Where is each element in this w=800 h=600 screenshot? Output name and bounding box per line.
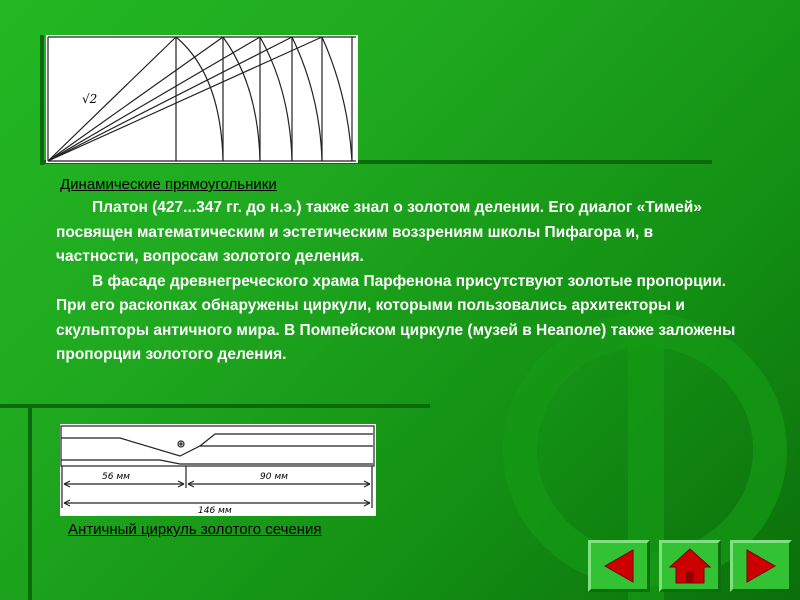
left-arrow-icon — [591, 543, 647, 589]
house-icon — [662, 543, 718, 589]
paragraph-parthenon: В фасаде древнегреческого храма Парфенона присутствуют золотые пропорции. При его раскопках обнаружены циркули, которыми пользовались архитекторы и скульпторы античного мира. В Помпейском циркуле (музей в Неаполе) также заложены пропорции золотого деления. — [56, 272, 736, 363]
sqrt2-label: √2 — [82, 92, 98, 106]
dynamic-rectangles-figure — [46, 35, 358, 163]
dim-right-label: 90 мм — [260, 472, 288, 482]
dynamic-rectangles-caption: Динамические прямоугольники — [60, 176, 277, 193]
dim-total-label: 146 мм — [198, 506, 232, 516]
right-arrow-icon — [733, 543, 789, 589]
compass-figure — [60, 424, 376, 516]
home-button[interactable] — [659, 540, 721, 592]
dim-left-label: 56 мм — [102, 472, 130, 482]
divider-line-middle — [0, 404, 430, 408]
compass-caption: Античный циркуль золотого сечения — [68, 521, 322, 538]
divider-line-bottom-left — [28, 404, 32, 600]
paragraph-plato: Платон (427...347 гг. до н.э.) также знал о золотом делении. Его диалог «Тимей» посвящен математическим и эстетическим воззрениям школы Пифагора и, в частности, вопросам золотого деления. — [56, 199, 702, 265]
divider-line-left — [40, 35, 44, 165]
next-slide-button[interactable] — [730, 540, 792, 592]
main-text-block — [56, 196, 736, 368]
previous-slide-button[interactable] — [588, 540, 650, 592]
